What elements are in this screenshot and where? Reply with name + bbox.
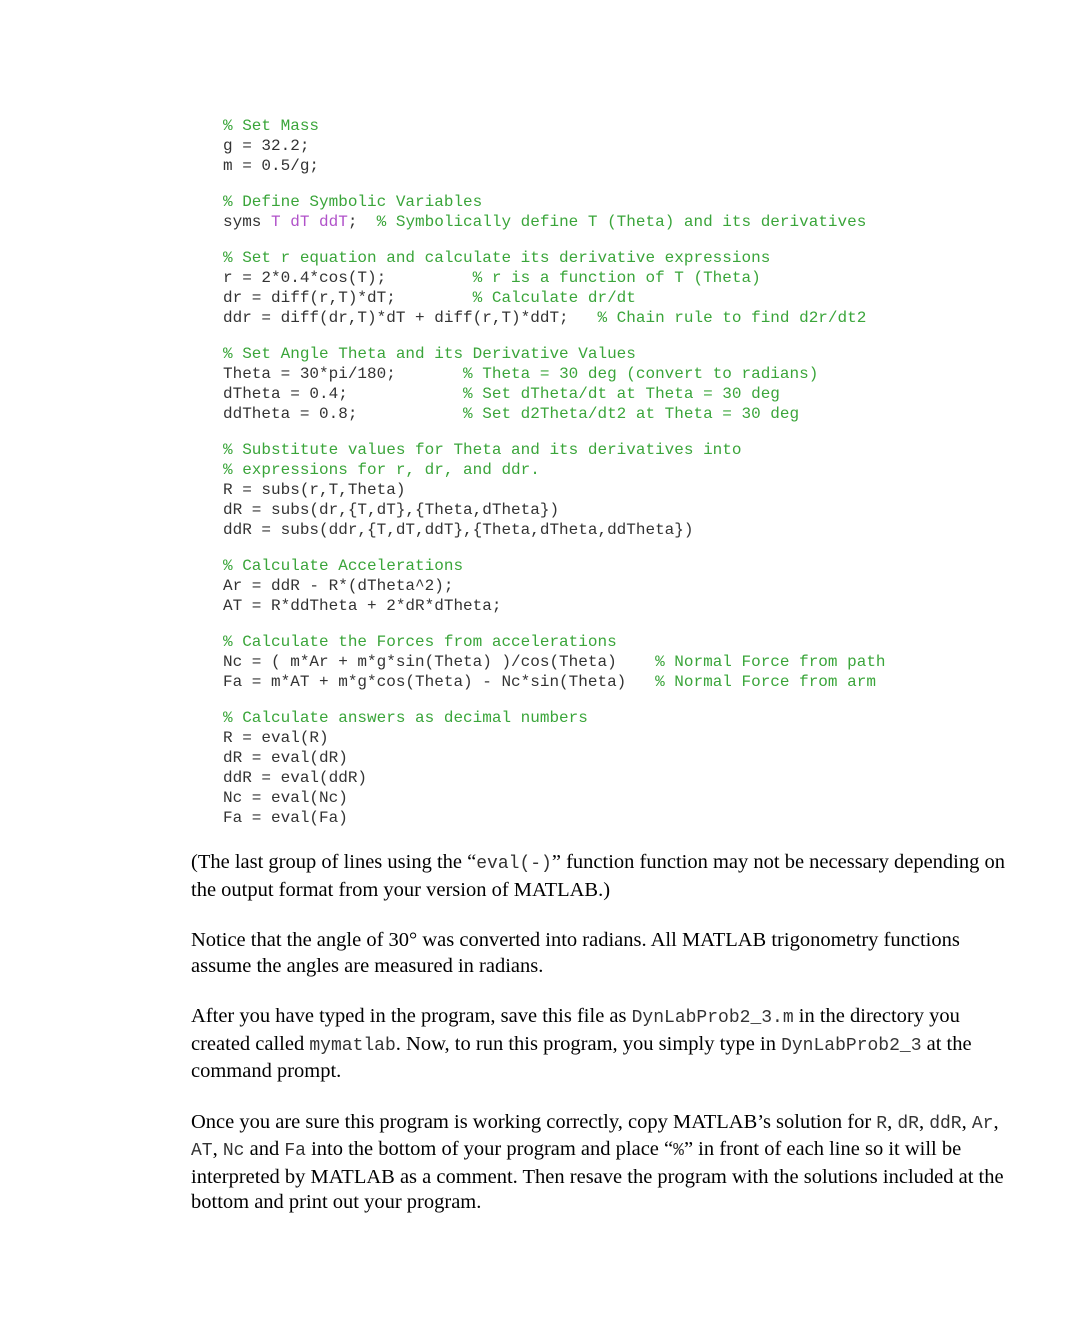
code-line: [223, 788, 1023, 808]
code-line: [223, 404, 1023, 424]
code-statement: syms: [223, 213, 272, 231]
code-statement: R = eval(R): [223, 729, 329, 747]
code-statement: ddR = eval(ddR): [223, 769, 368, 787]
code-line: [223, 500, 1023, 520]
code-inline-comment: % Normal Force from arm: [655, 673, 876, 691]
inline-code-var: dR: [897, 1113, 919, 1134]
inline-code-var: AT: [191, 1141, 213, 1161]
instructions-text: [191, 850, 1021, 1241]
text-run: . Now, to run this program, you simply type in: [395, 1032, 782, 1055]
code-statement: ddR = subs(ddr,{T,dT,ddT},{Theta,dTheta,ddTheta}): [223, 521, 694, 539]
code-comment: % Set Mass: [223, 117, 320, 135]
code-line: [223, 596, 1023, 616]
code-line: [223, 268, 1023, 288]
code-inline-comment: % Theta = 30 deg (convert to radians): [463, 365, 819, 383]
text-run: ” in front of each line so it will be interpreted by MATLAB as a comment. Then resave the program with the solutions included at the bottom and print out your program.: [191, 1138, 1004, 1213]
code-statement: m = 0.5/g;: [223, 157, 320, 175]
code-section: [223, 632, 1023, 692]
inline-code-eval: eval(-): [476, 854, 552, 874]
text-run: ” function function may not be necessary depending on the output format from your version of MATLAB.): [191, 851, 1006, 901]
code-line: [223, 308, 1023, 328]
code-section: [223, 248, 1023, 328]
code-line: [223, 556, 1023, 576]
text-run: in the directory you created called: [191, 1005, 960, 1055]
code-statement: Fa = m*AT + m*g*cos(Theta) - Nc*sin(Theta): [223, 673, 656, 691]
code-inline-comment: % Chain rule to find d2r/dt2: [597, 309, 867, 327]
code-inline-comment: % Normal Force from path: [655, 653, 886, 671]
code-line: [223, 364, 1023, 384]
code-statement: dr = diff(r,T)*dT;: [223, 289, 473, 307]
code-inline-comment: % Calculate dr/dt: [472, 289, 636, 307]
code-comment: % Calculate answers as decimal numbers: [223, 709, 588, 727]
code-line: [223, 192, 1023, 212]
inline-code-var: ddR: [929, 1113, 962, 1134]
code-statement: ddr = diff(dr,T)*dT + diff(r,T)*ddT;: [223, 309, 598, 327]
code-statement: dTheta = 0.4;: [223, 385, 464, 403]
paragraph-copy-solutions: [191, 1110, 1021, 1216]
code-statement: R = subs(r,T,Theta): [223, 481, 406, 499]
text-run: Once you are sure this program is working correctly, copy MATLAB’s solution for: [191, 1110, 877, 1133]
text-run: (The last group of lines using the “: [191, 851, 477, 873]
code-statement: Theta = 30*pi/180;: [223, 365, 464, 383]
text-run: ,: [993, 1110, 999, 1133]
code-comment: % Calculate Accelerations: [223, 557, 464, 575]
inline-code-percent: %: [673, 1141, 684, 1161]
code-line: [223, 808, 1023, 828]
code-statement: Ar = ddR - R*(dTheta^2);: [223, 577, 454, 595]
code-line: [223, 212, 1023, 232]
code-line: [223, 672, 1023, 692]
text-run: ,: [918, 1110, 930, 1133]
code-statement: g = 32.2;: [223, 137, 310, 155]
code-line: [223, 728, 1023, 748]
text-run: ,: [887, 1110, 898, 1133]
paragraph-eval-note: [191, 850, 1021, 903]
text-run: at the command prompt.: [191, 1032, 972, 1082]
inline-code-var: Nc: [222, 1141, 245, 1161]
code-line: [223, 460, 1023, 480]
code-line: [223, 440, 1023, 460]
code-statement: AT = R*ddTheta + 2*dR*dTheta;: [223, 597, 502, 615]
code-comment: % Define Symbolic Variables: [223, 193, 483, 211]
code-line: [223, 288, 1023, 308]
code-section: [223, 556, 1023, 616]
code-line: [223, 480, 1023, 500]
code-statement: dR = subs(dr,{T,dT},{Theta,dTheta}): [223, 501, 560, 519]
code-line: [223, 344, 1023, 364]
inline-code-directory: mymatlab: [309, 1035, 396, 1056]
code-line: [223, 576, 1023, 596]
code-statement: ddTheta = 0.8;: [223, 405, 464, 423]
inline-code-var: Ar: [971, 1113, 994, 1134]
code-inline-comment: % Symbolically define T (Theta) and its derivatives: [376, 213, 867, 231]
code-comment: % Set r equation and calculate its derivative expressions: [223, 249, 771, 267]
inline-code-var: R: [876, 1113, 888, 1134]
inline-code-command: DynLabProb2_3: [781, 1035, 922, 1056]
code-line: [223, 632, 1023, 652]
paragraph-save-instructions: [191, 1004, 1021, 1085]
code-line: [223, 156, 1023, 176]
code-line: [223, 116, 1023, 136]
code-section: [223, 116, 1023, 176]
text-run: into the bottom of your program and place “: [305, 1138, 674, 1160]
code-line: [223, 520, 1023, 540]
code-statement: r = 2*0.4*cos(T);: [223, 269, 473, 287]
text-run: and: [244, 1138, 285, 1160]
code-inline-comment: % Set d2Theta/dt2 at Theta = 30 deg: [463, 405, 800, 423]
code-line: [223, 384, 1023, 404]
text-run: ,: [961, 1110, 972, 1133]
inline-code-filename: DynLabProb2_3.m: [631, 1008, 794, 1028]
code-inline-comment: % Set dTheta/dt at Theta = 30 deg: [463, 385, 780, 403]
code-inline-comment: % r is a function of T (Theta): [472, 269, 761, 287]
code-section: [223, 344, 1023, 424]
code-comment: % Calculate the Forces from accelerations: [223, 633, 617, 651]
text-run: Notice that the angle of 30° was converted into radians. All MATLAB trigonometry functions assume the angles are measured in radians.: [191, 929, 960, 977]
code-section: [223, 708, 1023, 828]
code-line: [223, 136, 1023, 156]
code-statement: Nc = eval(Nc): [223, 789, 348, 807]
code-comment: % expressions for r, dr, and ddr.: [223, 461, 540, 479]
code-comment: % Set Angle Theta and its Derivative Values: [223, 345, 636, 363]
code-section: [223, 440, 1023, 540]
text-run: ,: [212, 1138, 223, 1160]
inline-code-var: Fa: [284, 1141, 306, 1161]
code-statement: Fa = eval(Fa): [223, 809, 348, 827]
code-line: [223, 768, 1023, 788]
code-line: [223, 652, 1023, 672]
code-statement: Nc = ( m*Ar + m*g*sin(Theta) )/cos(Theta): [223, 653, 656, 671]
code-line: [223, 248, 1023, 268]
code-line: [223, 708, 1023, 728]
code-statement: ;: [347, 213, 377, 231]
code-line: [223, 748, 1023, 768]
code-statement: dR = eval(dR): [223, 749, 348, 767]
code-comment: % Substitute values for Theta and its derivatives into: [223, 441, 742, 459]
text-run: After you have typed in the program, save this file as: [191, 1005, 632, 1027]
code-symbolic-vars: T dT ddT: [271, 213, 348, 231]
code-section: [223, 192, 1023, 232]
paragraph-radians-note: [191, 928, 1021, 979]
matlab-code-listing: [223, 116, 1023, 844]
